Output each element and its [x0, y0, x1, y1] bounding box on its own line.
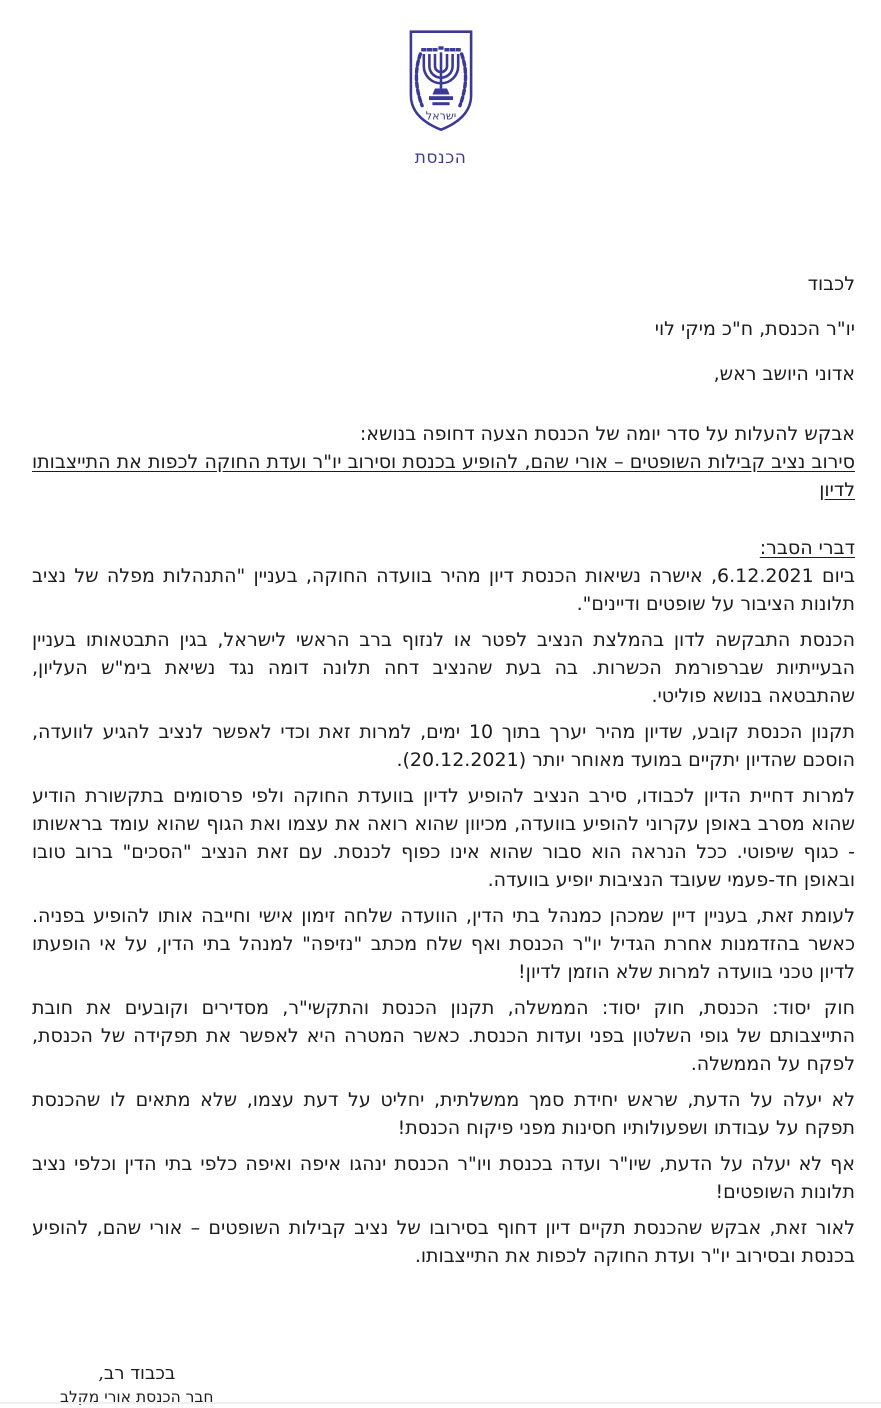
- letterhead: [0, 0, 881, 168]
- explanation-section: [32, 534, 855, 1270]
- body-paragraph: לא יעלה על הדעת, שראש יחידת סמך ממשלתית, יחליט על דעת עצמו, שלא מתאים לו שהכנסת תפקח על עבודתו ושפעולותיו חסינות מפני פיקוח הכנסת!: [32, 1089, 855, 1139]
- knesset-label: הכנסת: [414, 148, 467, 168]
- body-paragraph: הכנסת התבקשה לדון בהמלצת הנציב לפטר או לנזוף ברב הראשי לישראל, בגין התבטאותו בעניין הבעייתיות שברפורמת הכשרות. בה בעת שהנציב דחה תלונה דומה נגד נשיאת בימ"ש העליון, שהתבטאה בנושא פוליטי.: [32, 629, 855, 707]
- subject-line: סירוב נציב קבילות השופטים – אורי שהם, להופיע בכנסת וסירוב יו"ר ועדת החוקה לכפות את התייצבותו לדיון: [32, 451, 855, 501]
- signature-closing: בכבוד רב,: [98, 1363, 176, 1384]
- request-intro: אבקש להעלות על סדר יומה של הכנסת הצעה דחופה בנושא:: [359, 423, 855, 445]
- body-paragraph: תקנון הכנסת קובע, שדיון מהיר יערך בתוך 10 ימים, למרות זאת וכדי לאפשר לנציב להגיע לוועדה, הוסכם שהדיון יתקיים במועד מאוחר יותר (20.12.2021).: [32, 721, 855, 771]
- letter-body: [0, 270, 881, 1408]
- emblem-banner-text: ישראל: [425, 109, 456, 123]
- recipient-honorific: לכבוד: [807, 273, 855, 295]
- recipient-block: [32, 270, 855, 388]
- body-paragraph: למרות דחיית הדיון לכבודו, סירב הנציב להופיע לדיון בוועדת החוקה ולפי פרסומים בתקשורת הודיע שהוא מסרב באופן עקרוני להופיע בוועדה, מכיוון שהוא רואה את עצמו ואת הגוף שהוא עומד בראשותו - כגוף שיפוטי. ככל הנראה הוא סבור שהוא אינו כפוף לכנסת. עם זאת הנציב "הסכים" ברוב טובו ובאופן חד-פעמי שעובד הנציבות יופיע בוועדה.: [32, 785, 855, 891]
- signature-name: חבר הכנסת אורי מקלב: [60, 1388, 214, 1406]
- salutation: אדוני היושב ראש,: [713, 363, 855, 385]
- body-paragraph: חוק יסוד: הכנסת, חוק יסוד: הממשלה, תקנון הכנסת והתקשי"ר, מסדירים וקובעים את חובת התייצבותם של גופי השלטון בפני ועדות הכנסת. כאשר המטרה היא לאפשר את תפקידה של הכנסת, לפקח על הממשלה.: [32, 997, 855, 1075]
- body-paragraph: לאור זאת, אבקש שהכנסת תקיים דיון דחוף בסירובו של נציב קבילות השופטים – אורי שהם, להופיע בכנסת ובסירוב יו"ר ועדת החוקה לכפות את התייצבותו.: [32, 1217, 855, 1267]
- request-block: [32, 420, 855, 504]
- body-paragraph: אף לא יעלה על הדעת, שיו"ר ועדה בכנסת ויו"ר הכנסת ינהגו איפה ואיפה כלפי בתי הדין וכלפי נציב תלונות השופטים!: [32, 1153, 855, 1203]
- explanation-heading: דברי הסבר:: [759, 537, 855, 559]
- page-bottom-divider: [0, 1402, 881, 1404]
- recipient-name: יו"ר הכנסת, ח"כ מיקי לוי: [654, 318, 855, 340]
- state-emblem-icon: [398, 28, 484, 136]
- body-paragraph: לעומת זאת, בעניין דיין שמכהן כמנהל בתי הדין, הוועדה שלחה זימון אישי וחייבה אותו להופיע בפניה. כאשר בהזדמנות אחרת הגדיל יו"ר הכנסת ואף שלח מכתב "נזיפה" למנהל בתי הדין, על אי הופעתו לדיון טכני בוועדה למרות שלא הוזמן לדיון!: [32, 905, 855, 983]
- body-paragraph: ביום 6.12.2021, אישרה נשיאות הכנסת דיון מהיר בוועדה החוקה, בעניין "התנהלות מפלה של נציב תלונות הציבור על שופטים ודיינים".: [32, 565, 855, 615]
